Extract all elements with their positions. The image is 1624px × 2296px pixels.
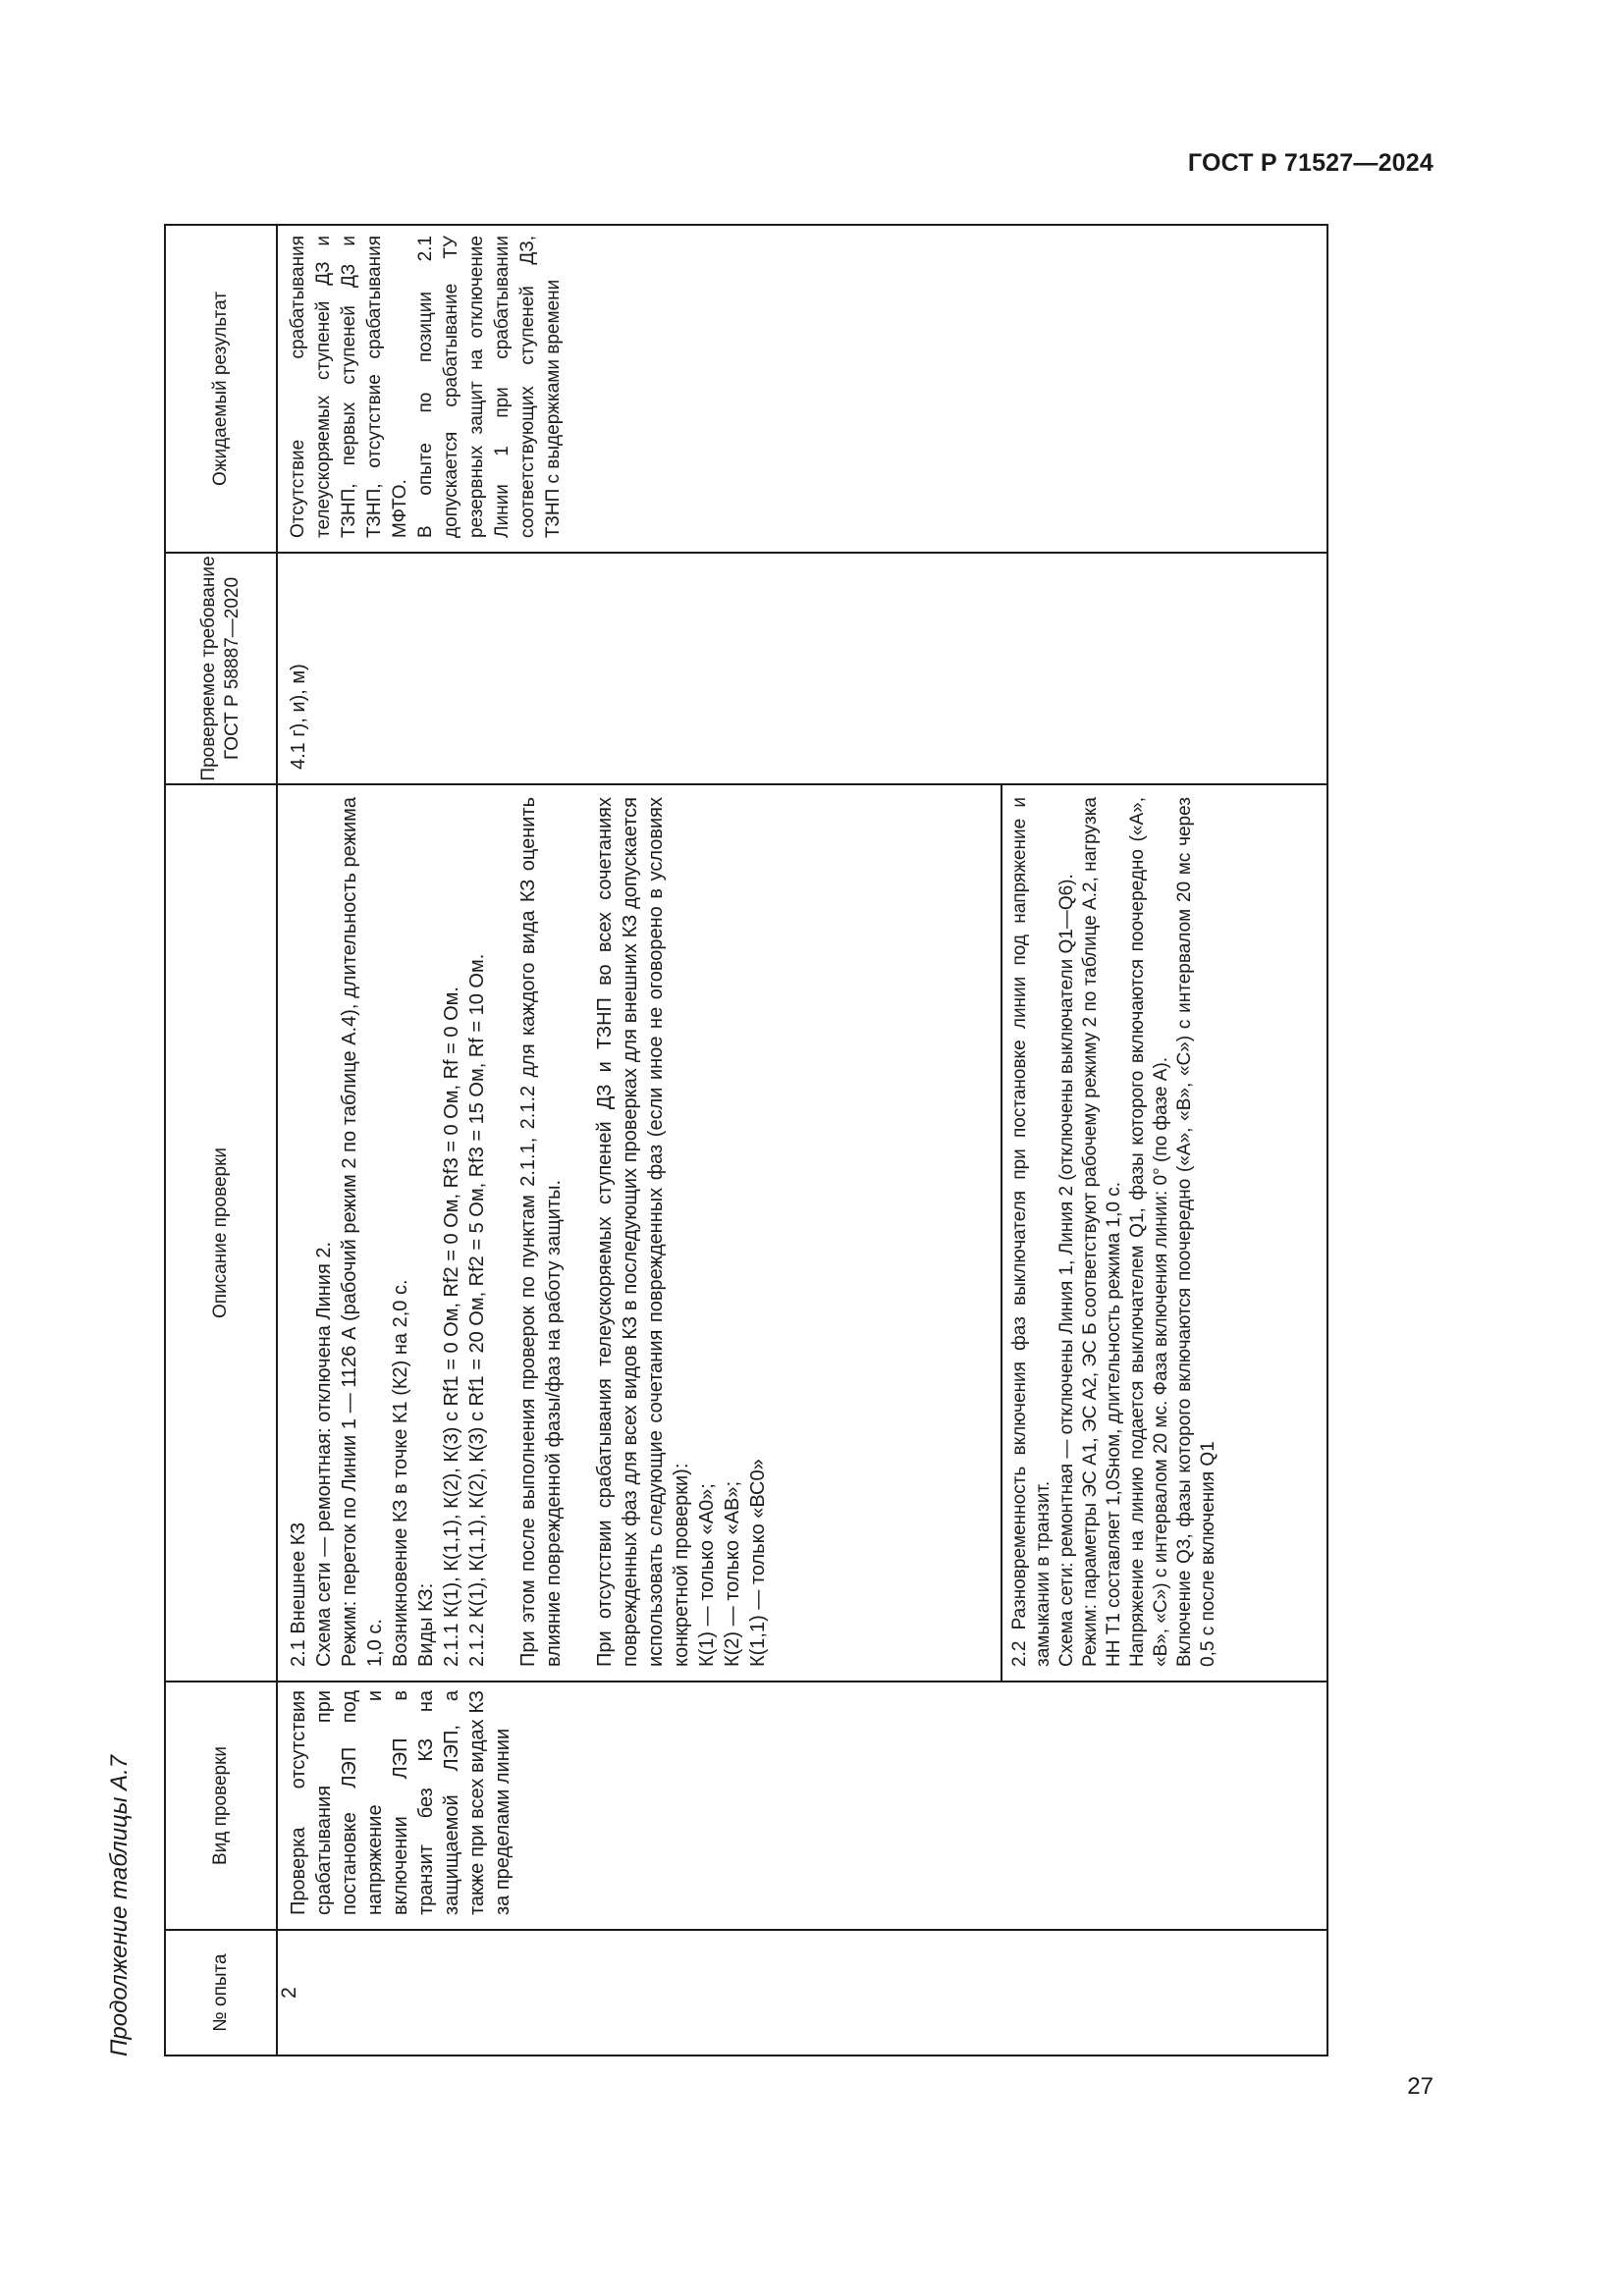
header-num: № опыта xyxy=(165,1930,277,2056)
description-main xyxy=(278,785,771,1681)
result-line1: Отсутствие срабатывания телеускоряемых ступеней ДЗ и ТЗНП, первых ступеней ДЗ и ТЗНП, отсутствие срабатывания МФТО. xyxy=(288,236,410,538)
desc-p2: Схема сети — ремонтная: отключена Линия 2. xyxy=(313,1241,335,1667)
desc-p7: 2.1.2 К(1), К(1,1), К(2), К(3) с Rf1 = 20 Ом, Rf2 = 5 Ом, Rf3 = 15 Ом, Rf = 10 Ом. xyxy=(466,953,488,1667)
desc-p8: При этом после выполнения проверок по пунктам 2.1.1, 2.1.2 для каждого вида КЗ оценить влияние поврежденной фазы/фаз на работу защиты. xyxy=(517,797,565,1667)
sub-p2: Схема сети: ремонтная — отключены Линия 1, Линия 2 (отключены выключатели Q1—Q6). xyxy=(1056,874,1077,1667)
desc-p3: Режим: переток по Линии 1 — 1126 А (рабочий режим 2 по таблице А.4), длительность режима 1,0 с. xyxy=(339,797,386,1667)
type-cell xyxy=(277,1682,1327,1930)
header-type: Вид проверки xyxy=(165,1682,277,1930)
desc-p6: 2.1.1 К(1), К(1,1), К(2), К(3) с Rf1 = 0 Ом, Rf2 = 0 Ом, Rf3 = 0 Ом, Rf = 0 Ом. xyxy=(441,987,462,1667)
requirement-text: 4.1 г), и), м) xyxy=(288,664,309,770)
desc-p9: При отсутствии срабатывания телеускоряемых ступеней ДЗ и ТЗНП во всех сочетаниях поврежденных фаз для всех видов КЗ в последующих проверках для внешних КЗ допускается использовать следующие сочетания поврежденных фаз (если иное не оговорено в условиях конкретной проверки): xyxy=(594,797,692,1667)
desc-p12: К(1,1) — только «ВС0» xyxy=(747,1459,769,1667)
header-description: Описание проверки xyxy=(165,784,277,1682)
desc-p5: Виды КЗ: xyxy=(415,1582,437,1667)
document-header: ГОСТ Р 71527—2024 xyxy=(1187,149,1434,177)
table-header-row xyxy=(165,225,277,2056)
page-number: 27 xyxy=(1407,2073,1434,2100)
result-line2: В опыте по позиции 2.1 допускается срабатывание ТУ резервных защит на отключение Линии 1 при срабатывании соответствующих ступеней ДЗ, ТЗНП с выдержками времени xyxy=(415,236,564,538)
desc-p11: К(2) — только «АВ»; xyxy=(722,1480,743,1667)
desc-p10: К(1) — только «А0»; xyxy=(696,1483,718,1667)
desc-p1: 2.1 Внешнее КЗ xyxy=(288,1522,309,1667)
sub-p4: Напряжение на линию подается выключателем Q1, фазы которого включаются поочередно («А», «В», «С») с интервалом 20 мс. Фаза включения линии: 0° (по фазе А). xyxy=(1127,797,1171,1667)
description-sub xyxy=(1001,785,1220,1681)
table-caption: Продолжение таблицы А.7 xyxy=(106,1754,133,2056)
row-num: 2 xyxy=(277,1930,1327,2056)
requirement-cell xyxy=(277,553,1327,784)
table-row xyxy=(277,225,1327,2056)
sub-p1: 2.2 Разновременность включения фаз выключателя при постановке линии под напряжение и замыкании в транзит. xyxy=(1009,797,1054,1667)
sub-p5: Включение Q3, фазы которого включаются поочередно («А», «В», «С») с интервалом 20 мс через 0,5 с после включения Q1 xyxy=(1174,797,1218,1667)
expected-result xyxy=(278,226,567,552)
result-cell xyxy=(277,225,1327,553)
check-type: Проверка отсутствия срабатывания при постановке ЛЭП под напряжение и включении ЛЭП в транзит без КЗ на защищаемой ЛЭП, а также при всех видах КЗ за пределами линии xyxy=(288,1690,514,1915)
desc-p4: Возникновение КЗ в точке К1 (К2) на 2,0 с. xyxy=(390,1279,411,1667)
header-result: Ожидаемый результат xyxy=(165,225,277,553)
sub-p3: Режим: параметры ЭС А1, ЭС А2, ЭС Б соответствуют рабочему режиму 2 по таблице А.2, нагрузка НН Т1 составляет 1,0Sном, длительность режима 1,0 с. xyxy=(1080,797,1124,1667)
test-table xyxy=(164,224,1328,2056)
header-requirement: Проверяемое требование ГОСТ Р 58887—2020 xyxy=(165,553,277,784)
description-cell xyxy=(277,784,1327,1682)
